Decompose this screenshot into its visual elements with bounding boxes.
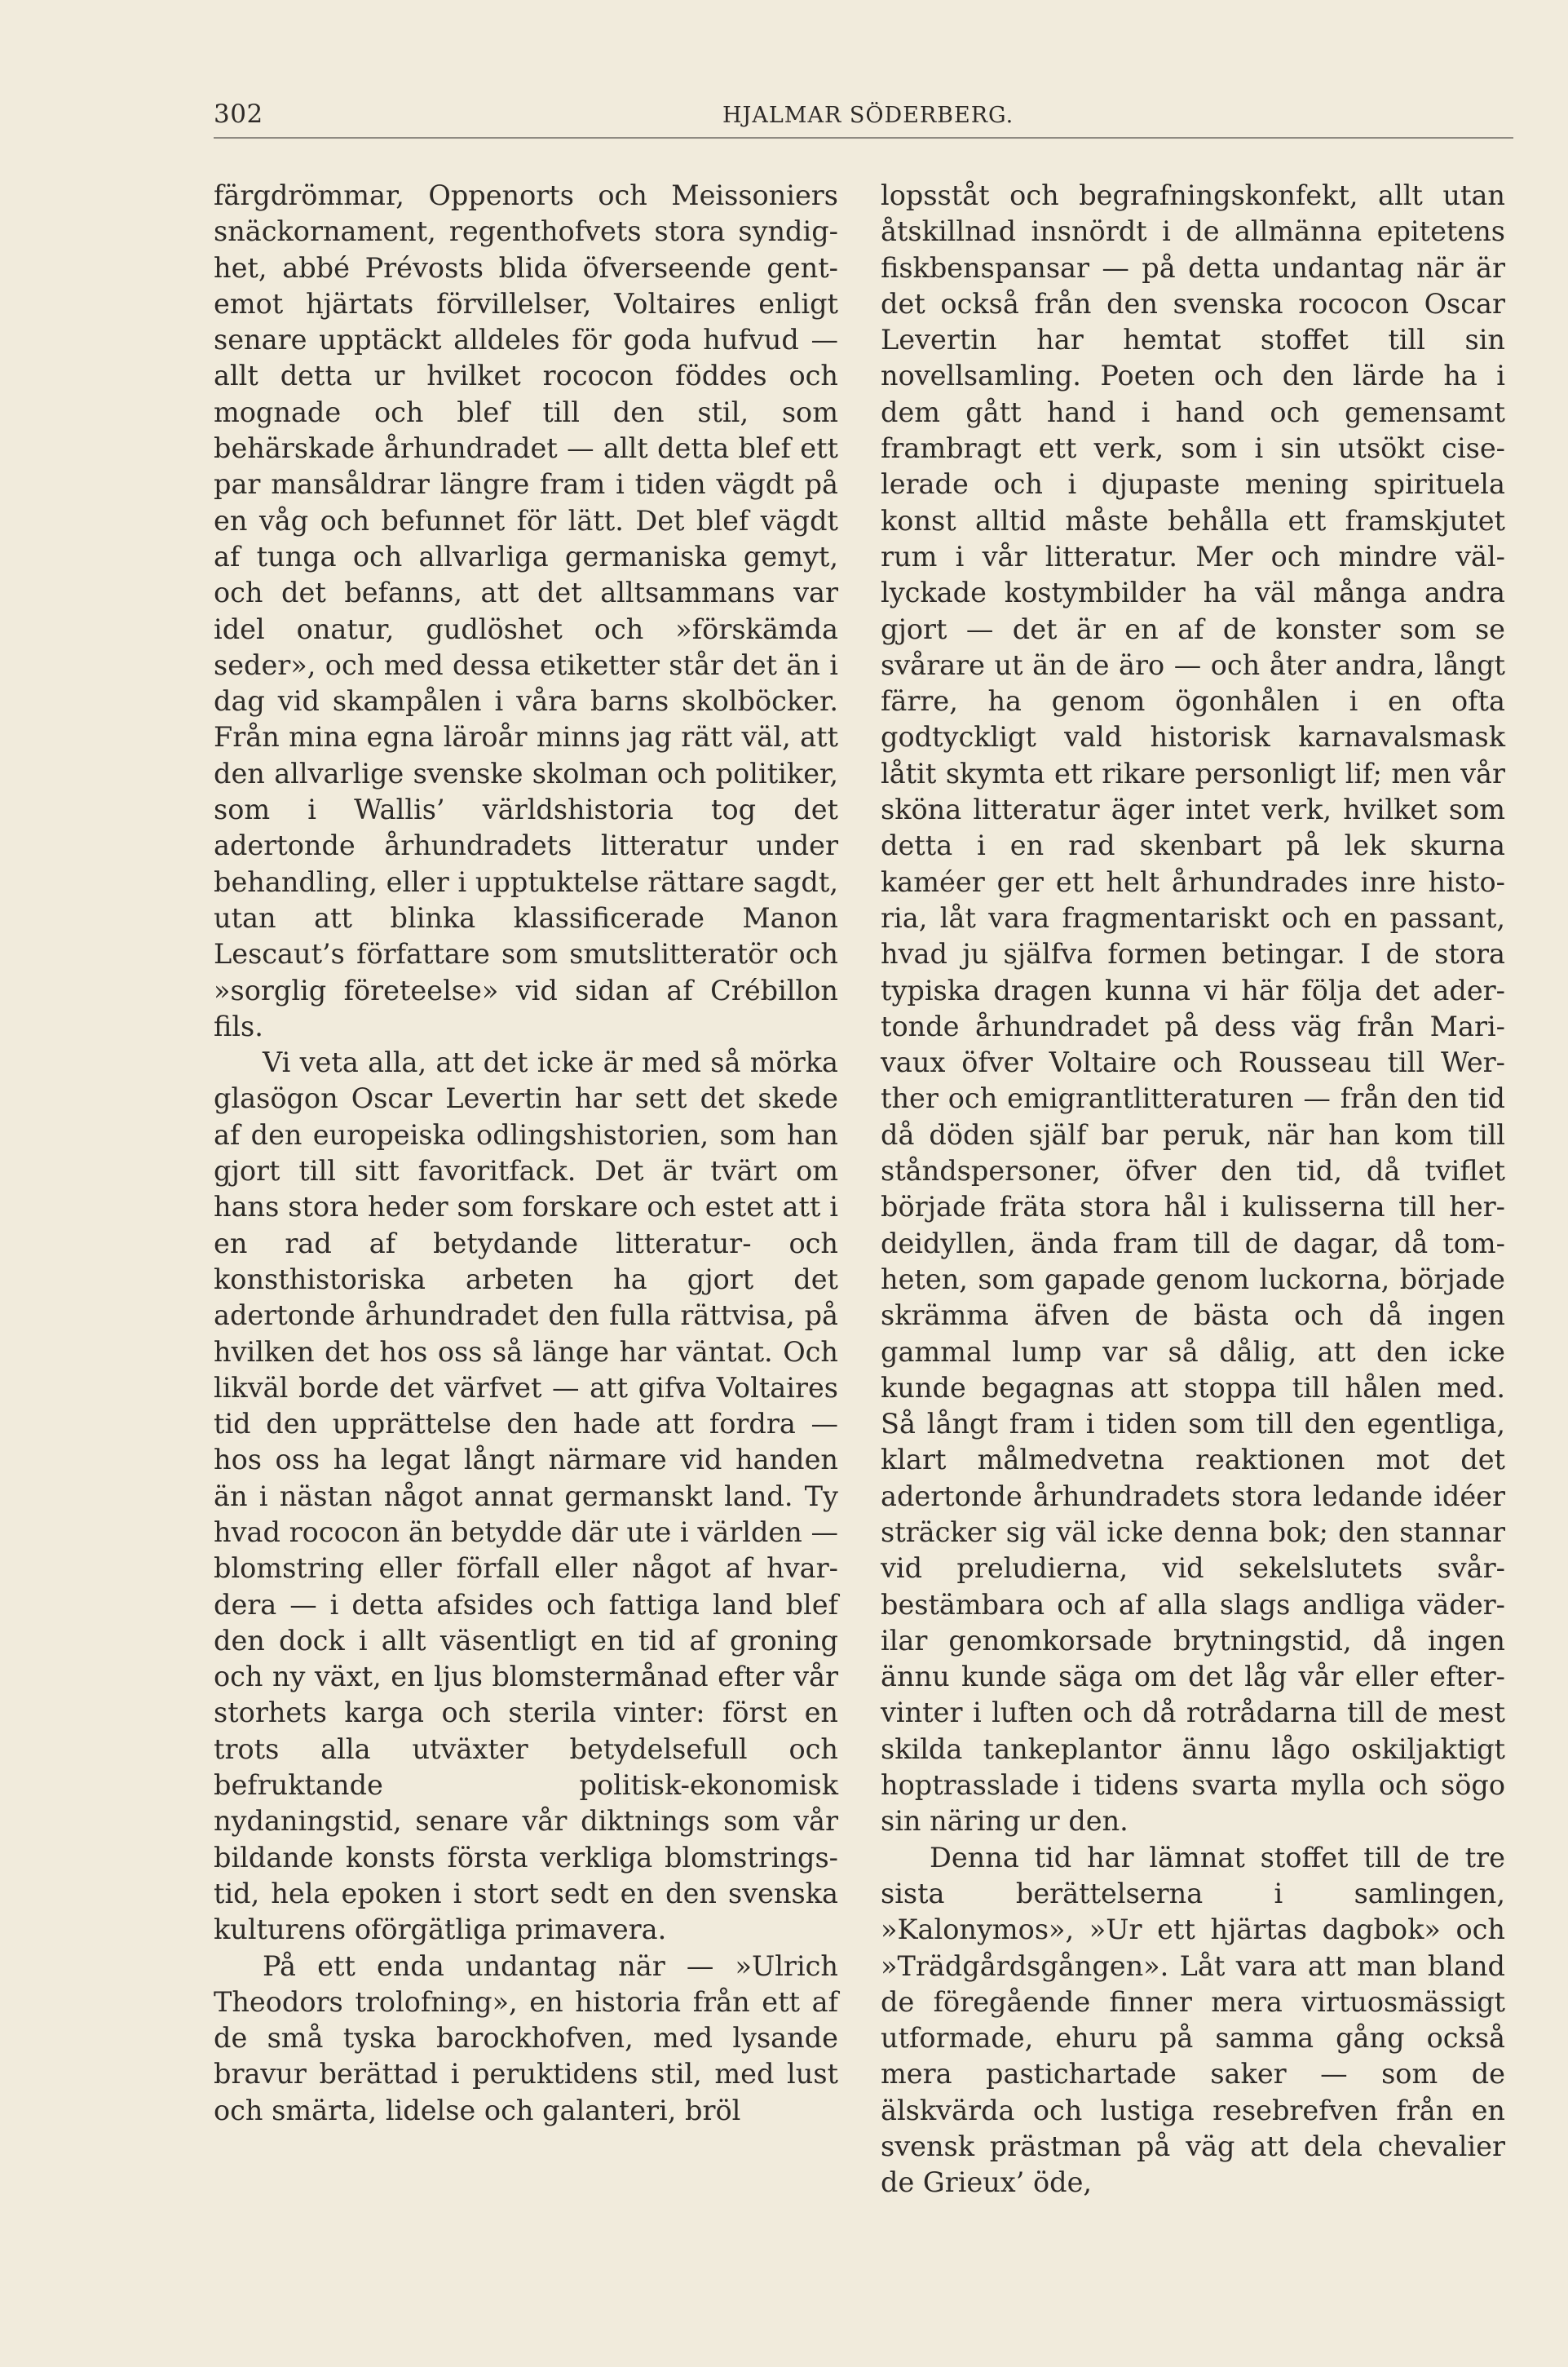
page-header: [214, 88, 1513, 139]
paragraph: färgdrömmar, Oppenorts och Meissoniers snäckornament, regenthofvets stora syndighet, abbé Prévosts blida öfverseende gentemot hjärtats förvillelser, Voltaires enligt senare upptäckt alldeles för goda hufvud — allt detta ur hvilket rococon föddes och mognade och blef till den stil, som behärskade århundradet — allt detta blef ett par mansåldrar längre fram i tiden vägdt på en våg och befunnet för lätt. Det blef vägdt af tunga och allvarliga germaniska gemyt, och det befanns, att det alltsammans var idel onatur, gudlöshet och »förskämda seder», och med dessa etiketter står det än i dag vid skampålen i våra barns skolböcker. Från mina egna läroår minns jag rätt väl, att den allvarlige svenske skolman och politiker, som i Wallis’ världshistoria tog det adertonde århundradets litteratur under behandling, eller i upptuktelse rättare sagdt, utan att blinka klassificerade Manon Lescaut’s författare som smutslitteratör och »sorglig företeelse» vid sidan af Crébillon fils.: [214, 179, 838, 1042]
paragraph: Denna tid har lämnat stoffet till de tre sista berättelserna i samlingen, »Kalonymos», »Ur ett hjärtas dagbok» och »Trädgårdsgången». Låt vara att man bland de föregående finner mera virtuosmässigt utformade, ehuru på samma gång också mera pastichartade saker — som de älskvärda och lustiga resebrefven från en svensk prästman på väg att dela chevalier de Grieux’ öde,: [881, 1841, 1505, 2199]
paragraph: På ett enda undantag när — »Ulrich Theodors trolofning», en historia från ett af de små tyska barockhofven, med lysande bravur berättad i peruktidens stil, med lust och smärta, lidelse och galanteri, bröl: [214, 1949, 838, 2126]
left-column: [214, 178, 838, 2129]
paragraph: Vi veta alla, att det icke är med så mörka glasögon Oscar Levertin har sett det skede af den europeiska odlingshistorien, som han gjort till sitt favoritfack. Det är tvärt om hans stora heder som forskare och estet att i en rad af betydande litteratur- och konsthistoriska arbeten ha gjort det adertonde århundradet den fulla rättvisa, på hvilken det hos oss så länge har väntat. Och likväl borde det värfvet — att gifva Voltaires tid den upprättelse den hade att fordra — hos oss ha legat långt närmare vid handen än i nästan något annat germanskt land. Ty hvad rococon än betydde där ute i världen — blomstring eller förfall eller något af hvardera — i detta afsides och fattiga land blef den dock i allt väsentligt en tid af groning och ny växt, en ljus blomstermånad efter vår storhets karga och sterila vinter: först en trots alla utväxter betydelsefull och befruktande politisk-ekonomisk nydaningstid, senare vår diktnings som vår bildande konsts första verkliga blomstringstid, hela epoken i stort sedt en den svenska kulturens oförgätliga primavera.: [214, 1046, 838, 1946]
running-head: HJALMAR SÖDERBERG.: [722, 103, 1014, 128]
page-number: 302: [214, 100, 263, 129]
paragraph: lopsståt och begrafningskonfekt, allt utan åtskillnad insnördt i de allmänna epitetens fiskbenspansar — på detta undantag när är det också från den svenska rococon Oscar Levertin har hemtat stoffet till sin novellsamling. Poeten och den lärde ha i dem gått hand i hand och gemensamt frambragt ett verk, som i sin utsökt ciselerade och i djupaste mening spirituela konst alltid måste behålla ett framskjutet rum i vår litteratur. Mer och mindre vällyckade kostymbilder ha väl många andra gjort — det är en af de konster som se svårare ut än de äro — och åter andra, långt färre, ha genom ögonhålen i en ofta godtyckligt vald historisk karnavalsmask låtit skymta ett rikare personligt lif; men vår sköna litteratur äger intet verk, hvilket som detta i en rad skenbart på lek skurna kaméer ger ett helt århundrades inre historia, låt vara fragmentariskt och en passant, hvad ju själfva formen betingar. I de stora typiska dragen kunna vi här följa det adertonde århundradet på dess väg från Marivaux öfver Voltaire och Rousseau till Werther och emigrantlitteraturen — från den tid då döden själf bar peruk, när han kom till ståndspersoner, öfver den tid, då tviflet började fräta stora hål i kulisserna till herdeidyllen, ända fram till de dagar, då tomheten, som gapade genom luckorna, började skrämma äfven de bästa och då ingen gammal lump var så dålig, att den icke kunde begagnas att stoppa till hålen med. Så långt fram i tiden som till den egentliga, klart målmedvetna reaktionen mot det adertonde århundradets stora ledande idéer sträcker sig väl icke denna bok; den stannar vid preludierna, vid sekelslutets svårbestämbara och af alla slags andliga väderilar genomkorsade brytningstid, då ingen ännu kunde säga om det låg vår eller eftervinter i luften och då rotrådarna till de mest skilda tankeplantor ännu lågo oskiljaktigt hoptrasslade i tidens svarta mylla och sögo sin näring ur den.: [881, 179, 1505, 1838]
right-column: [881, 178, 1505, 2201]
